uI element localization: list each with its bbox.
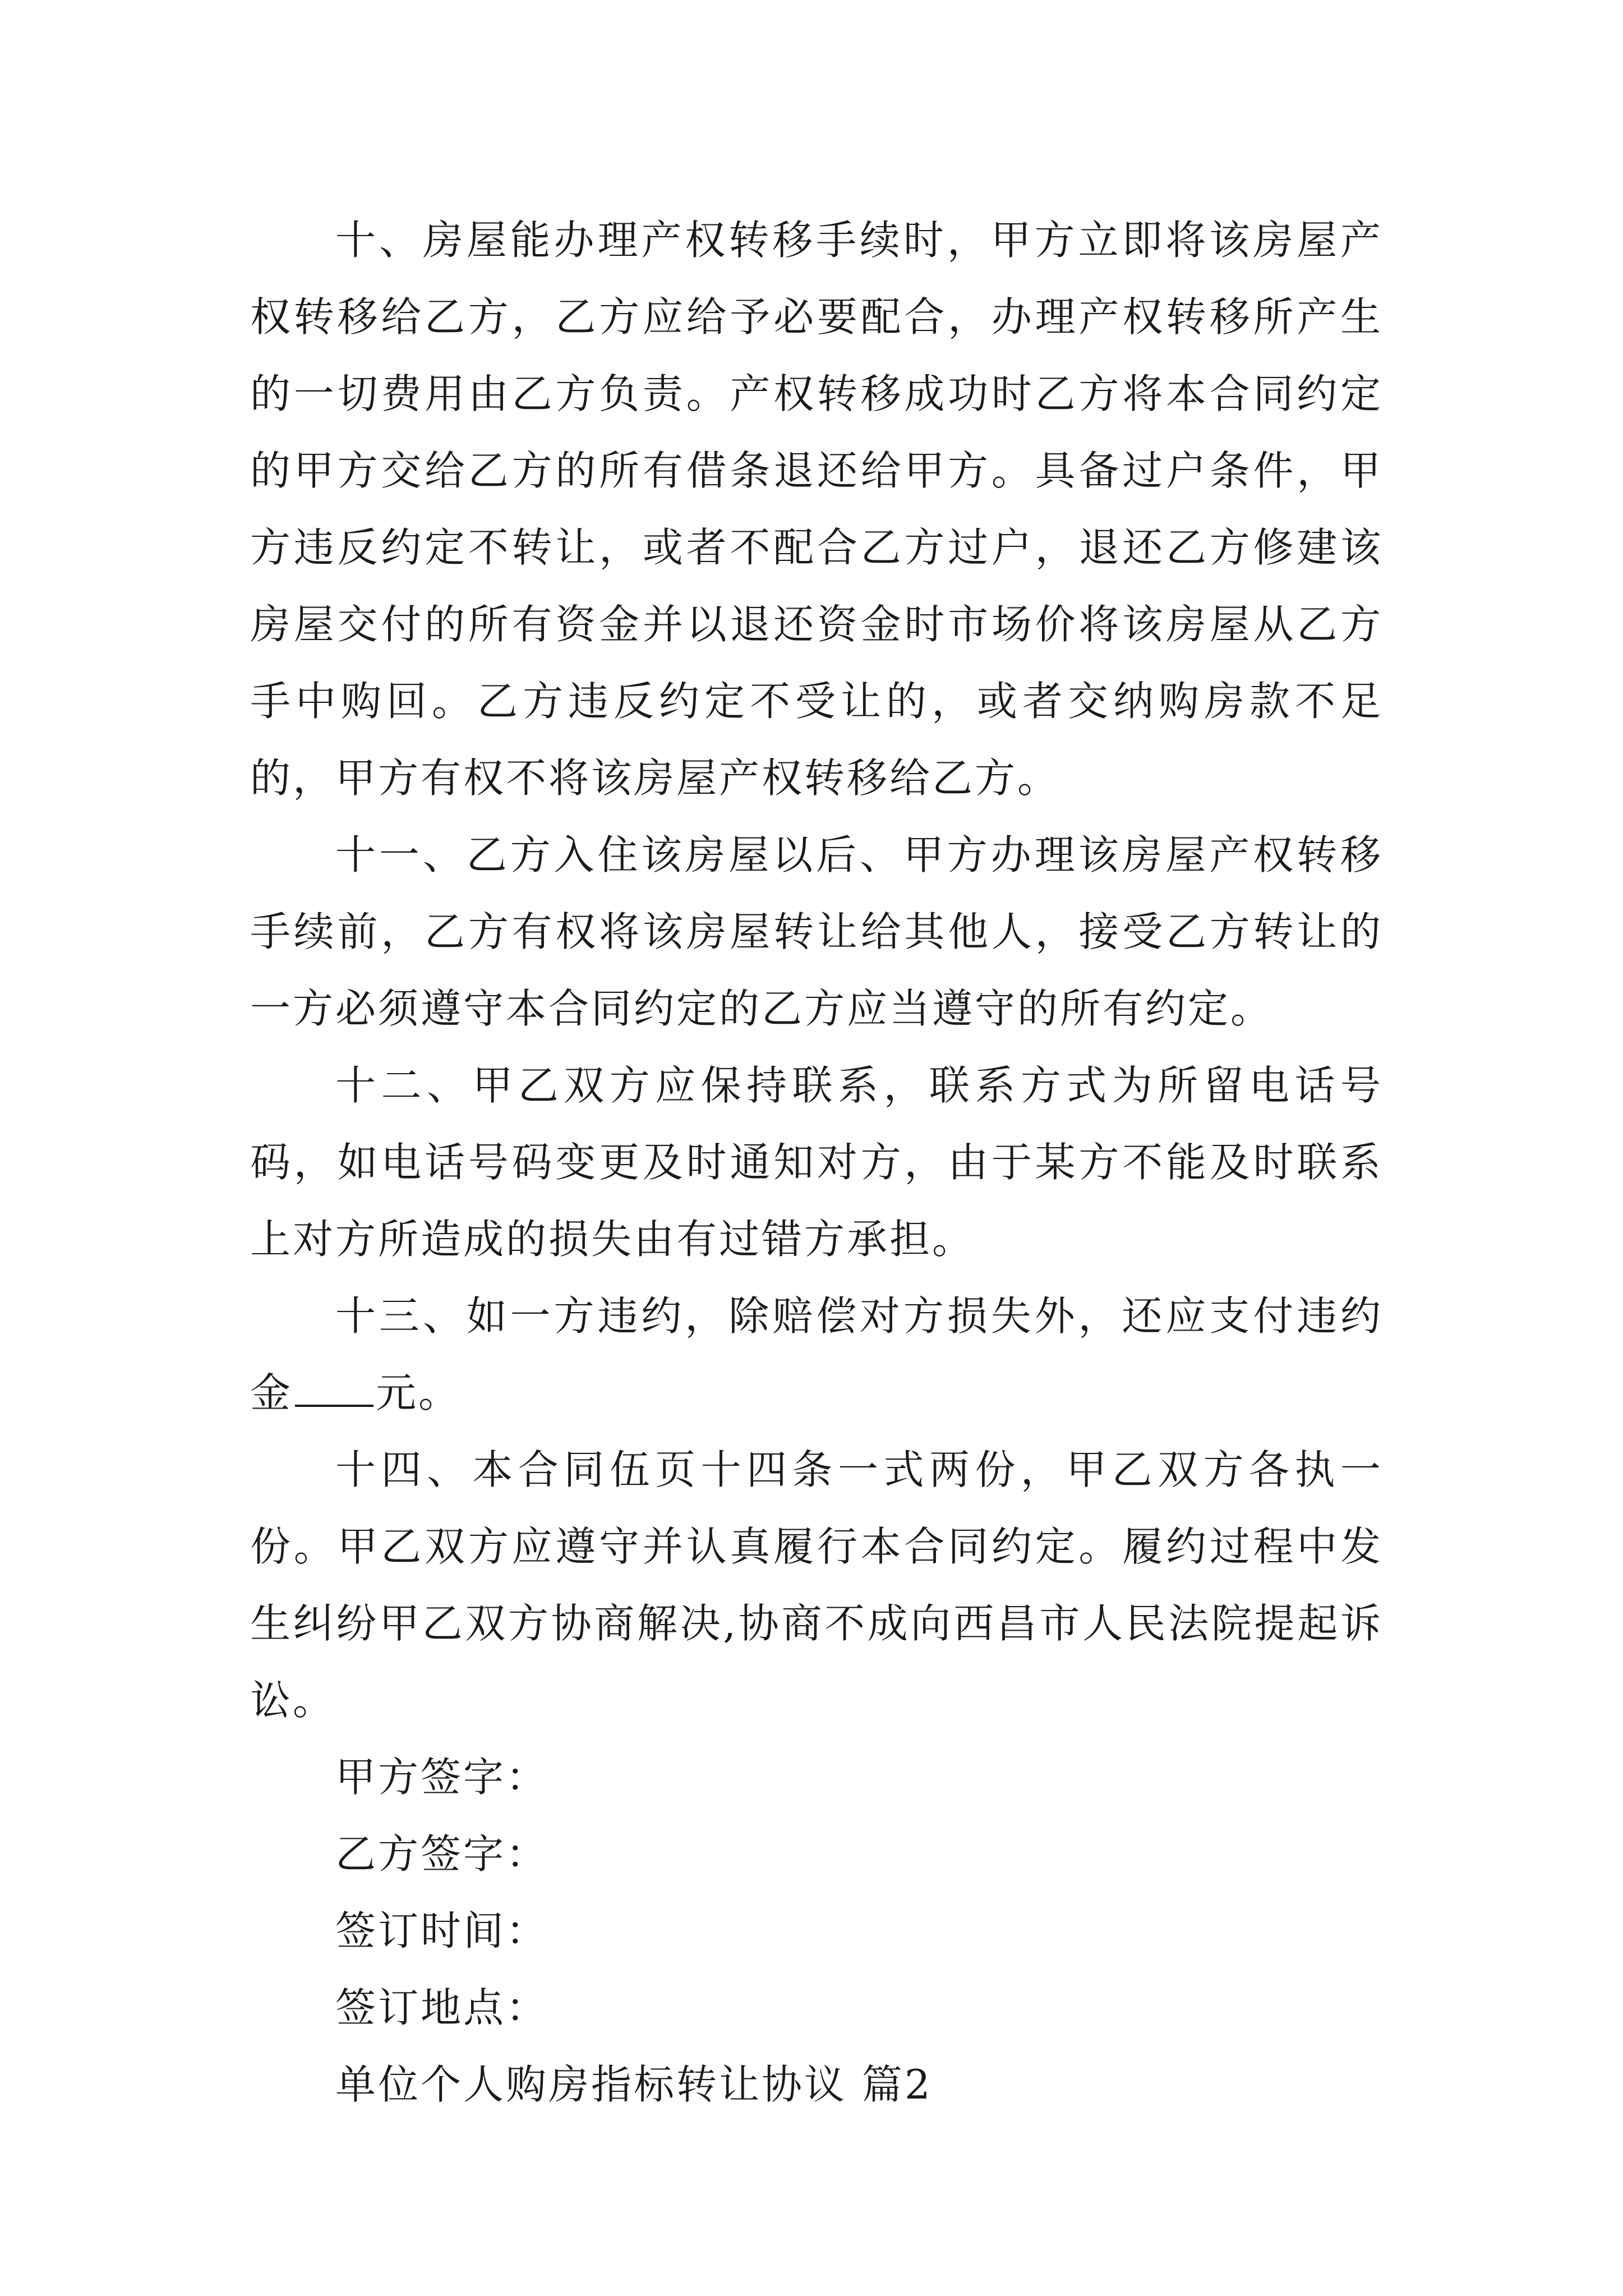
- clause-13-text-after: 元。: [376, 1369, 462, 1416]
- next-section-title: 单位个人购房指标转让协议 篇2: [335, 2061, 933, 2108]
- clause-13-paragraph: [250, 1278, 1383, 1432]
- signing-date-label: 签订时间：: [335, 1907, 549, 1954]
- penalty-amount-blank: [295, 1371, 374, 1407]
- party-b-signature-label: 乙方签字：: [335, 1830, 549, 1878]
- clause-14-paragraph: 十四、本合同伍页十四条一式两份，甲乙双方各执一份。甲乙双方应遵守并认真履行本合同约定。履约过程中发生纠纷甲乙双方协商解决,协商不成向西昌市人民法院提起诉讼。: [250, 1446, 1383, 1724]
- document-body: [250, 202, 1383, 2123]
- signing-place-label: 签订地点：: [335, 1984, 549, 2031]
- clause-12-paragraph: 十二、甲乙双方应保持联系，联系方式为所留电话号码，如电话号码变更及时通知对方，由于某方不能及时联系上对方所造成的损失由有过错方承担。: [250, 1062, 1383, 1263]
- clause-10-paragraph: 十、房屋能办理产权转移手续时，甲方立即将该房屋产权转移给乙方，乙方应给予必要配合，办理产权转移所产生的一切费用由乙方负责。产权转移成功时乙方将本合同约定的甲方交给乙方的所有借条退还给甲方。具备过户条件，甲方违反约定不转让，或者不配合乙方过户，退还乙方修建该房屋交付的所有资金并以退还资金时市场价将该房屋从乙方手中购回。乙方违反约定不受让的，或者交纳购房款不足的，甲方有权不将该房屋产权转移给乙方。: [250, 217, 1383, 802]
- clause-11-paragraph: 十一、乙方入住该房屋以后、甲方办理该房屋产权转移手续前，乙方有权将该房屋转让给其他人，接受乙方转让的一方必须遵守本合同约定的乙方应当遵守的所有约定。: [250, 831, 1383, 1032]
- party-a-signature-label: 甲方签字：: [335, 1754, 549, 1801]
- clause-13-text-before: 十三、如一方违约，除赔偿对方损失外，还应支付违约金: [250, 1292, 1383, 1416]
